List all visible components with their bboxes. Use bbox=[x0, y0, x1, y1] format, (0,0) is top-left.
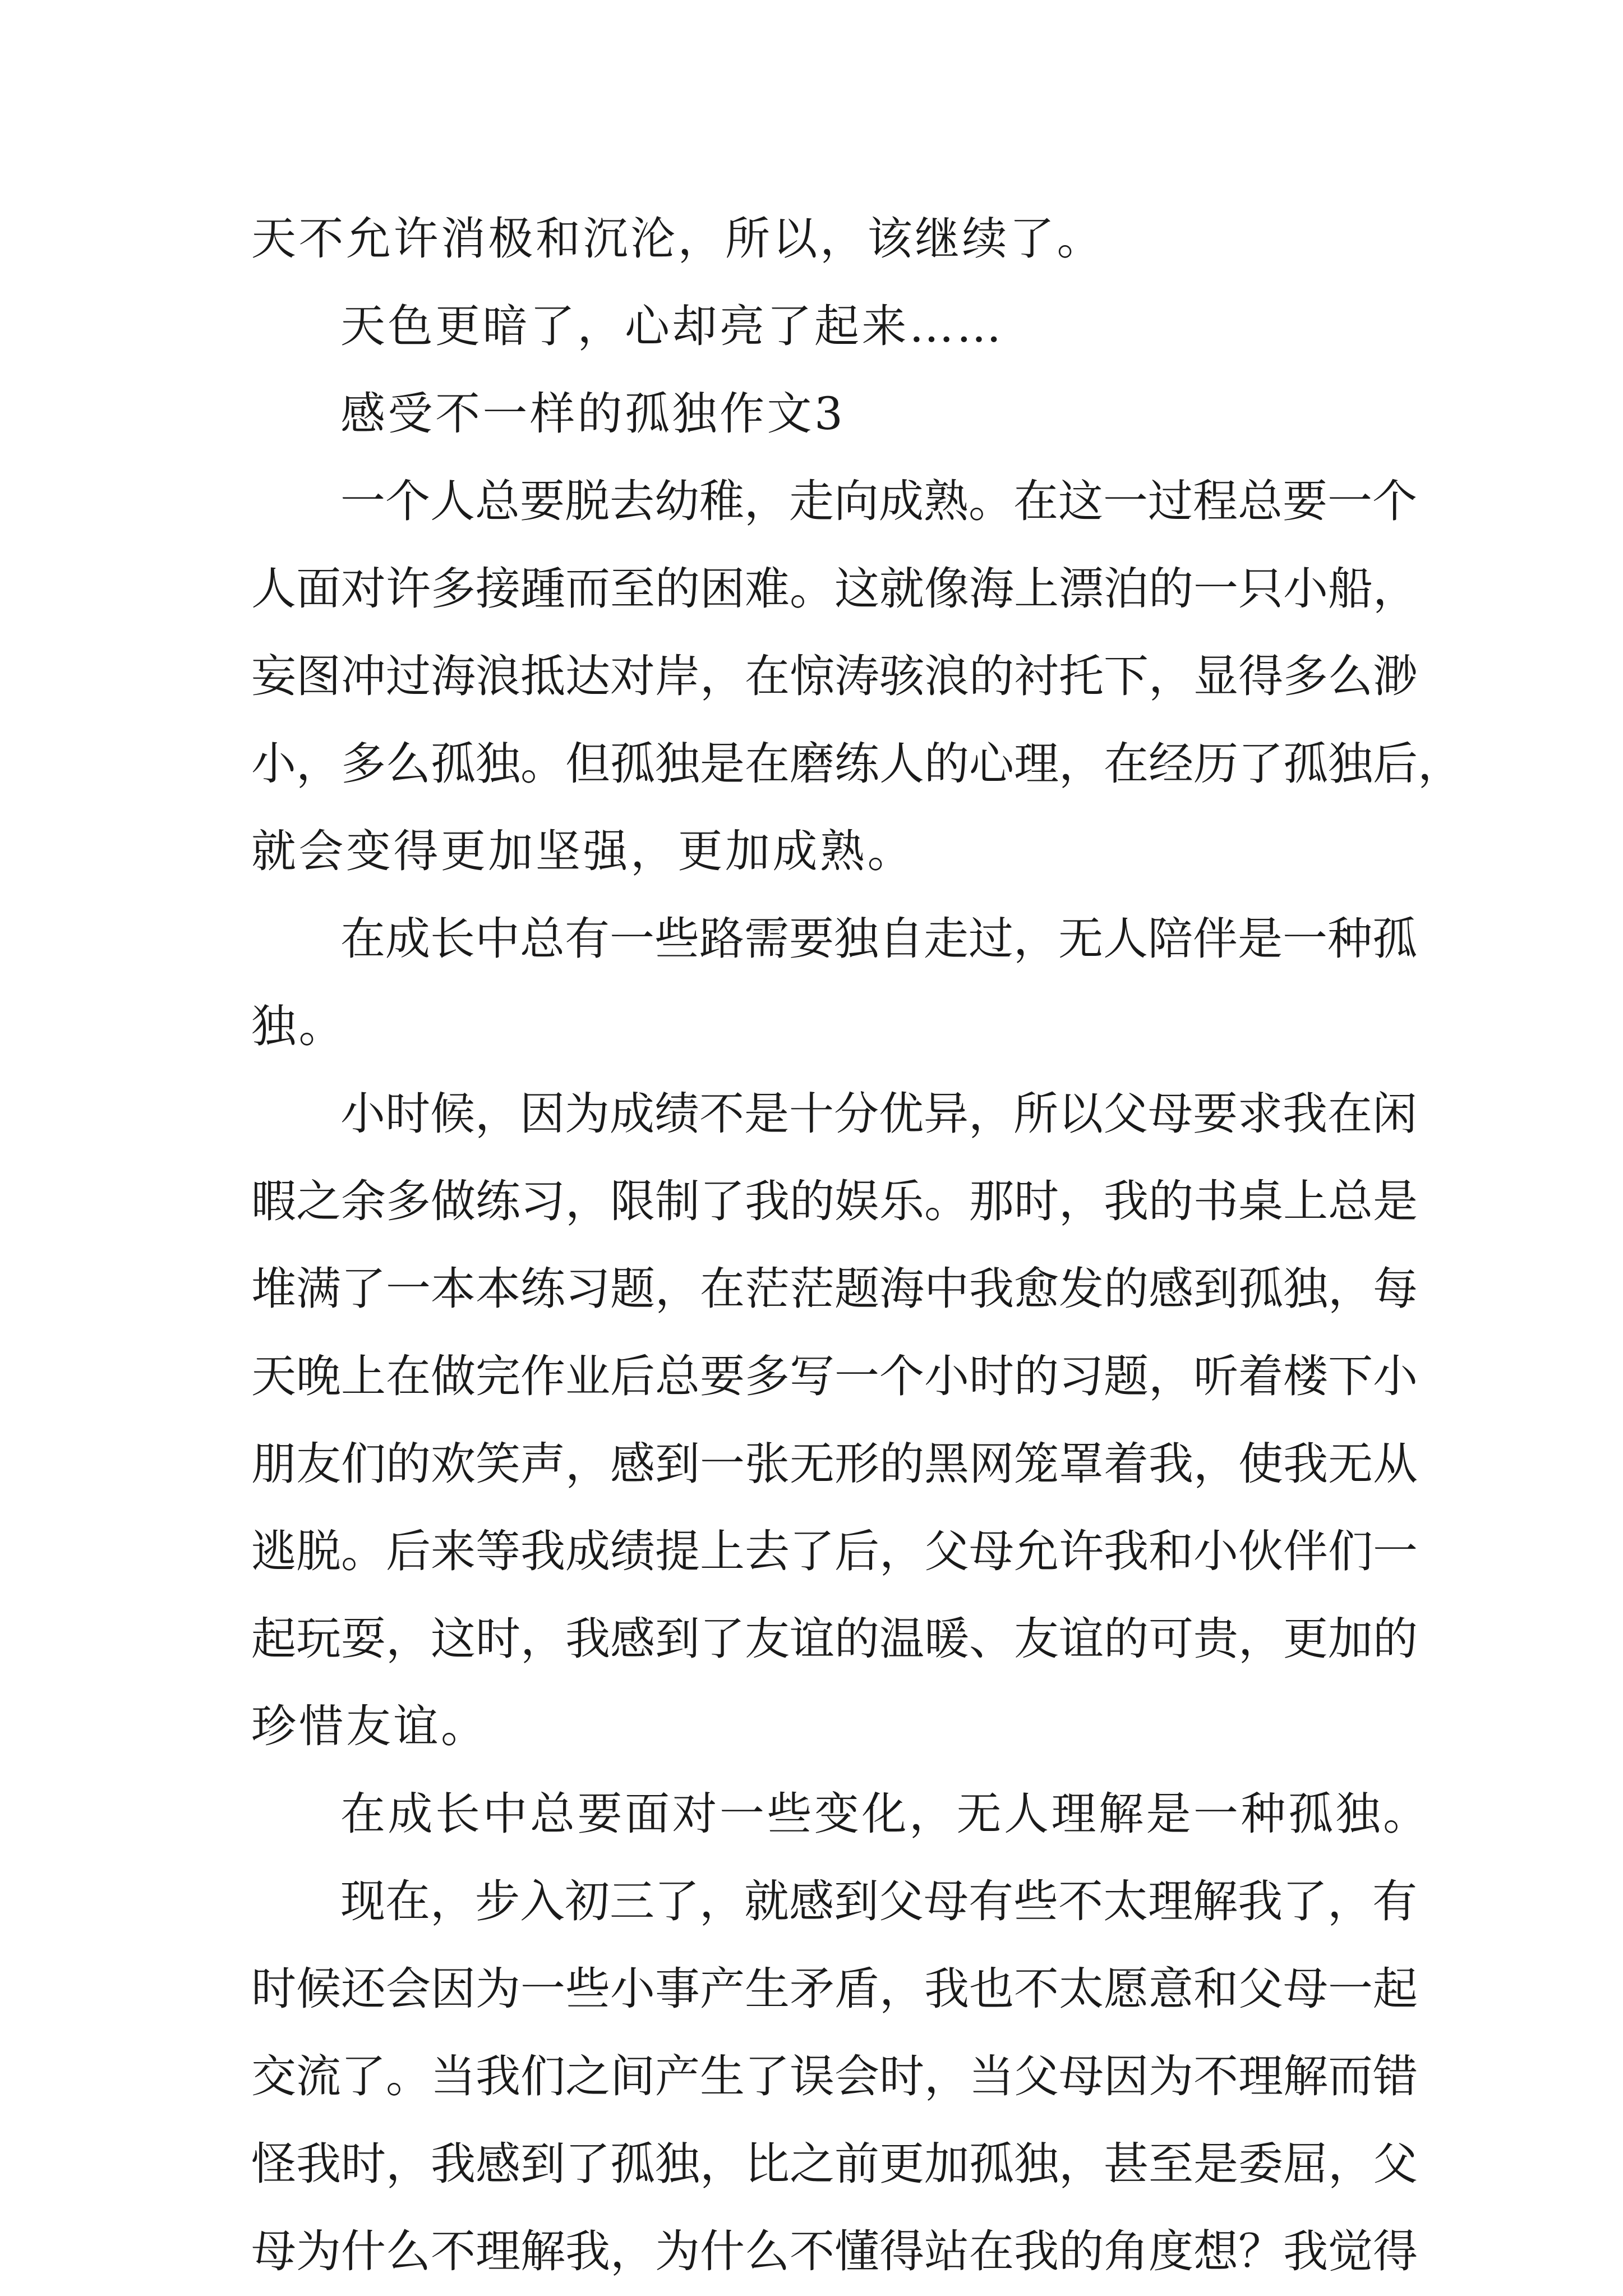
text-line: 小，多么孤独。但孤独是在磨练人的心理，在经历了孤独后， bbox=[251, 738, 1463, 790]
text-line: 逃脱。后来等我成绩提上去了后，父母允许我和小伙伴们一 bbox=[251, 1525, 1418, 1577]
text-line: 珍惜友谊。 bbox=[251, 1700, 488, 1752]
text-line: 起玩耍，这时，我感到了友谊的温暖、友谊的可贵，更加的 bbox=[251, 1613, 1418, 1665]
section-heading: 感受不一样的孤独作文3 bbox=[340, 388, 846, 440]
text-line: 在成长中总有一些路需要独自走过，无人陪伴是一种孤 bbox=[340, 913, 1417, 965]
text-line: 在成长中总要面对一些变化，无人理解是一种孤独。 bbox=[340, 1788, 1431, 1840]
text-line: 就会变得更加坚强，更加成熟。 bbox=[251, 825, 915, 877]
text-line: 怪我时，我感到了孤独，比之前更加孤独，甚至是委屈，父 bbox=[251, 2138, 1418, 2190]
text-line: 独。 bbox=[251, 1000, 346, 1052]
text-line: 交流了。当我们之间产生了误会时，当父母因为不理解而错 bbox=[251, 2050, 1418, 2102]
text-line: 天晚上在做完作业后总要多写一个小时的习题，听着楼下小 bbox=[251, 1350, 1418, 1402]
text-line: 天色更暗了，心却亮了起来…… bbox=[340, 300, 1004, 352]
text-line: 朋友们的欢笑声，感到一张无形的黑网笼罩着我，使我无从 bbox=[251, 1438, 1418, 1490]
text-line: 母为什么不理解我，为什么不懂得站在我的角度想？我觉得 bbox=[251, 2225, 1418, 2277]
text-line: 现在，步入初三了，就感到父母有些不太理解我了，有 bbox=[340, 1875, 1417, 1927]
text-line: 时候还会因为一些小事产生矛盾，我也不太愿意和父母一起 bbox=[251, 1963, 1418, 2015]
text-line: 小时候，因为成绩不是十分优异，所以父母要求我在闲 bbox=[340, 1088, 1417, 1140]
text-line: 堆满了一本本练习题，在茫茫题海中我愈发的感到孤独，每 bbox=[251, 1263, 1418, 1315]
text-line: 暇之余多做练习，限制了我的娱乐。那时，我的书桌上总是 bbox=[251, 1175, 1418, 1227]
text-line: 一个人总要脱去幼稚，走向成熟。在这一过程总要一个 bbox=[340, 475, 1417, 527]
text-line: 人面对许多接踵而至的困难。这就像海上漂泊的一只小船， bbox=[251, 563, 1418, 615]
text-line: 天不允许消极和沉沦，所以，该继续了。 bbox=[251, 213, 1104, 265]
text-line: 妄图冲过海浪抵达对岸，在惊涛骇浪的衬托下，显得多么渺 bbox=[251, 650, 1418, 702]
